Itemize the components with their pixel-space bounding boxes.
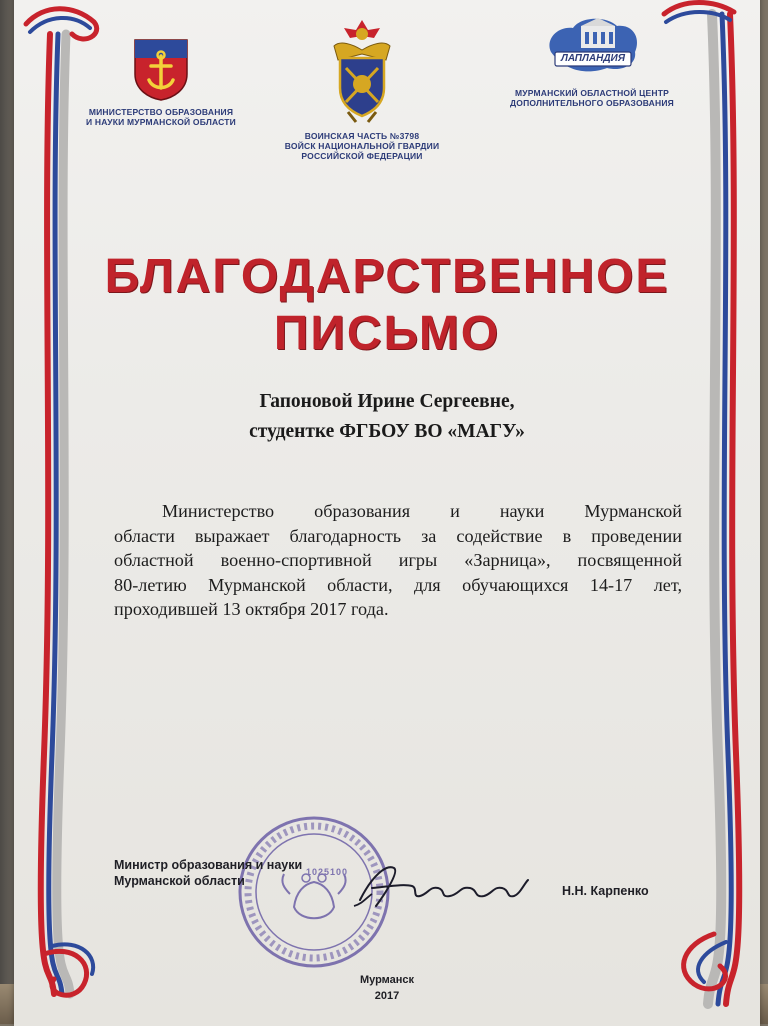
issue-year: 2017	[374, 990, 400, 1002]
letter-body	[114, 499, 682, 622]
ministry-caption-line2: И НАУКИ МУРМАНСКОЙ ОБЛАСТИ	[86, 117, 236, 127]
document-title-line1: БЛАГОДАРСТВЕННОЕ	[104, 250, 670, 303]
place-and-year	[14, 972, 760, 1004]
certificate-sheet	[14, 0, 760, 1026]
ministry-logo	[76, 36, 246, 127]
unit-caption-line3: РОССИЙСКОЙ ФЕДЕРАЦИИ	[301, 151, 423, 161]
signatory-position-line2: Мурманской области	[114, 874, 245, 888]
right-ribbon-white	[708, 14, 721, 1004]
lapland-caption-line2: ДОПОЛНИТЕЛЬНОГО ОБРАЗОВАНИЯ	[510, 98, 674, 108]
recipient-name: Гапоновой Ирине Сергеевне,	[259, 391, 515, 412]
national-guard-emblem-icon	[326, 16, 398, 126]
body-line: Министерство образования и науки Мурманской	[162, 501, 682, 521]
coat-of-arms-anchor-icon	[131, 36, 191, 102]
stamp-digits: 1025100	[305, 867, 349, 877]
unit-caption-line2: ВОЙСК НАЦИОНАЛЬНОЙ ГВАРДИИ	[284, 141, 440, 151]
document-title-line2: ПИСЬМО	[273, 307, 501, 360]
recipient-affiliation: студентке ФГБОУ ВО «МАГУ»	[249, 421, 525, 442]
lapland-center-logo	[492, 12, 692, 108]
left-ribbon-white	[57, 34, 70, 994]
ministry-caption-line1: МИНИСТЕРСТВО ОБРАЗОВАНИЯ	[88, 107, 234, 117]
signatory-name: Н.Н. Карпенко	[562, 884, 649, 898]
body-line: областной военно-спортивной игры «Зарница», посвященной	[114, 550, 682, 570]
signatory-position	[114, 857, 302, 889]
lapland-caption-line1: МУРМАНСКИЙ ОБЛАСТНОЙ ЦЕНТР	[514, 88, 669, 98]
body-line: области выражает благодарность за содействие в проведении	[114, 525, 682, 546]
unit-caption-line1: ВОИНСКАЯ ЧАСТЬ №3798	[304, 131, 420, 141]
body-line: проходившей 13 октября 2017 года.	[114, 599, 389, 619]
handwritten-signature	[342, 846, 542, 918]
city-name: Мурманск	[359, 974, 415, 986]
body-line: 80-летию Мурманской области, для обучающихся 14-17 лет,	[114, 574, 682, 595]
military-unit-logo	[272, 16, 452, 161]
lapland-map-logo-icon	[537, 12, 647, 78]
signatory-position-line1: Министр образования и науки	[114, 858, 303, 872]
lapland-banner: ЛАПЛАНДИЯ	[560, 53, 626, 64]
